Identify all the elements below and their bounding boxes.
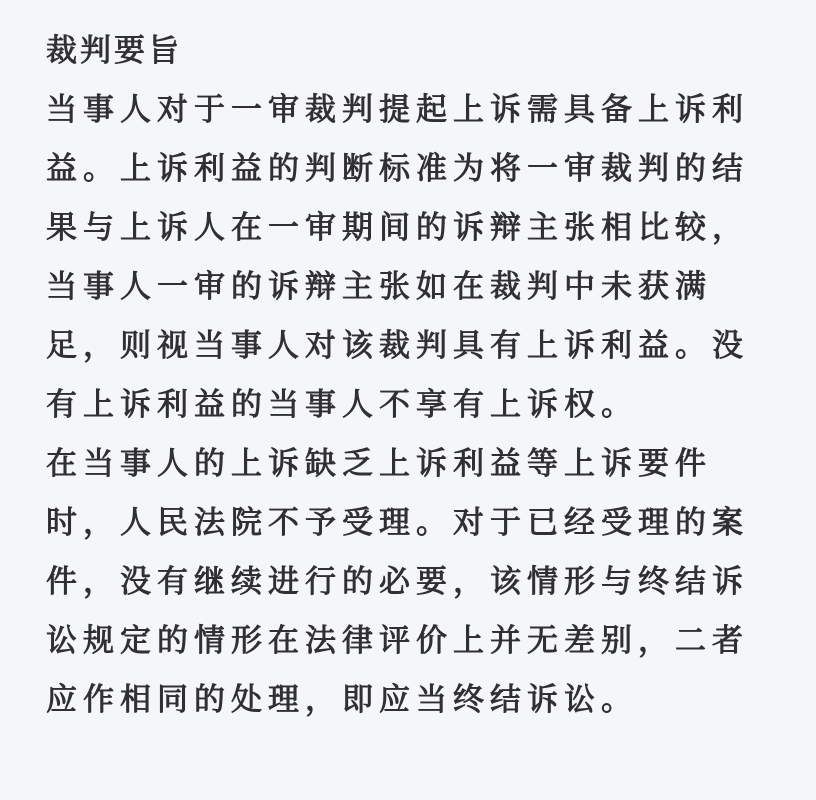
paragraph-1 bbox=[46, 81, 790, 435]
paragraph-line: 有上诉利益的当事人不享有上诉权。 bbox=[46, 387, 638, 423]
paragraph-line: 件，没有继续进行的必要，该情形与终结诉 bbox=[46, 564, 749, 600]
paragraph-line: 时，人民法院不予受理。对于已经受理的案 bbox=[46, 505, 749, 541]
paragraph-line: 应作相同的处理，即应当终结诉讼。 bbox=[46, 682, 638, 718]
paragraph-line: 足，则视当事人对该裁判具有上诉利益。没 bbox=[46, 328, 749, 364]
paragraph-line: 在当事人的上诉缺乏上诉利益等上诉要件 bbox=[46, 446, 712, 482]
paragraph-2 bbox=[46, 435, 790, 730]
paragraph-line: 益。上诉利益的判断标准为将一审裁判的结 bbox=[46, 151, 749, 187]
paragraph-line: 当事人对于一审裁判提起上诉需具备上诉利 bbox=[46, 92, 749, 128]
paragraph-line: 讼规定的情形在法律评价上并无差别，二者 bbox=[46, 623, 749, 659]
paragraph-line: 果与上诉人在一审期间的诉辩主张相比较， bbox=[46, 210, 749, 246]
document-heading: 裁判要旨 bbox=[46, 33, 182, 69]
paragraph-line: 当事人一审的诉辩主张如在裁判中未获满 bbox=[46, 269, 712, 305]
